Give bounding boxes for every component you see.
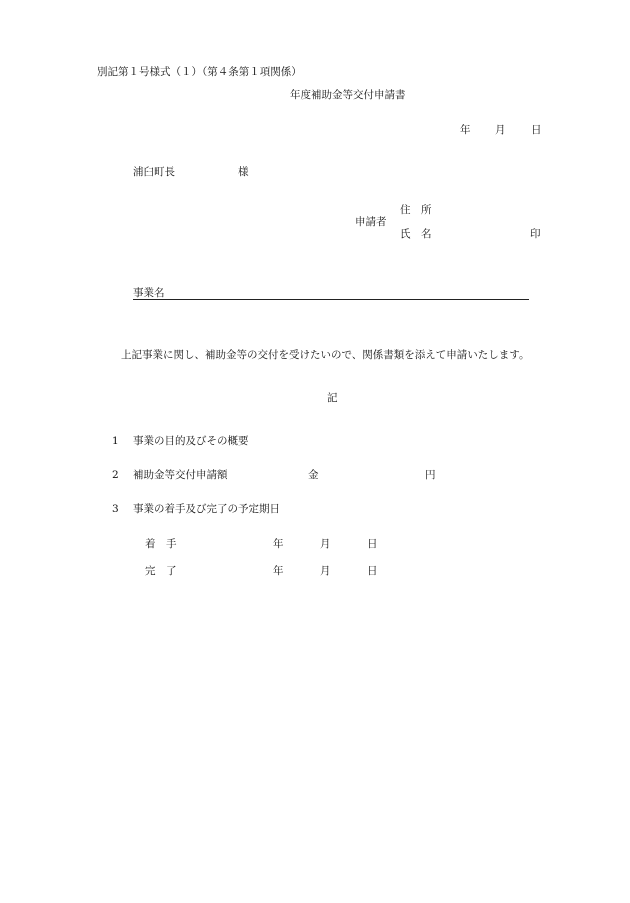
schedule-end-year: 年: [273, 565, 284, 577]
project-name-underline: [133, 299, 529, 300]
item-2-number: 2: [112, 469, 119, 481]
addressee-honorific: 様: [238, 166, 249, 178]
applicant-label: 申請者: [355, 216, 387, 228]
date-month-label: 月: [495, 124, 506, 136]
schedule-end-month: 月: [320, 565, 331, 577]
project-name-label: 事業名: [133, 287, 165, 299]
item-1-number: 1: [112, 435, 119, 447]
schedule-start-day: 日: [367, 538, 378, 550]
schedule-start-label: 着 手: [145, 538, 177, 550]
addressee-name: 浦臼町長: [133, 166, 175, 178]
date-day-label: 日: [531, 124, 542, 136]
schedule-end-label: 完 了: [145, 565, 177, 577]
note-heading: 記: [327, 392, 338, 404]
item-2-text: 補助金等交付申請額: [133, 469, 228, 481]
request-statement: 上記事業に関し、補助金等の交付を受けたいので、関係書類を添えて申請いたします。: [121, 349, 530, 361]
applicant-address-label: 住 所: [400, 204, 432, 216]
item-3-number: 3: [112, 503, 119, 515]
amount-prefix: 金: [308, 469, 319, 481]
applicant-name-label: 氏 名: [400, 228, 432, 240]
date-year-label: 年: [460, 124, 471, 136]
item-3-text: 事業の着手及び完了の予定期日: [133, 503, 280, 515]
schedule-start-year: 年: [273, 538, 284, 550]
amount-suffix: 円: [425, 469, 436, 481]
form-label: 別記第１号様式（１）（第４条第１項関係）: [97, 66, 302, 78]
seal-mark: 印: [530, 228, 541, 240]
document-title: 年度補助金等交付申請書: [290, 89, 406, 101]
schedule-end-day: 日: [367, 565, 378, 577]
schedule-start-month: 月: [320, 538, 331, 550]
item-1-text: 事業の目的及びその概要: [133, 435, 249, 447]
